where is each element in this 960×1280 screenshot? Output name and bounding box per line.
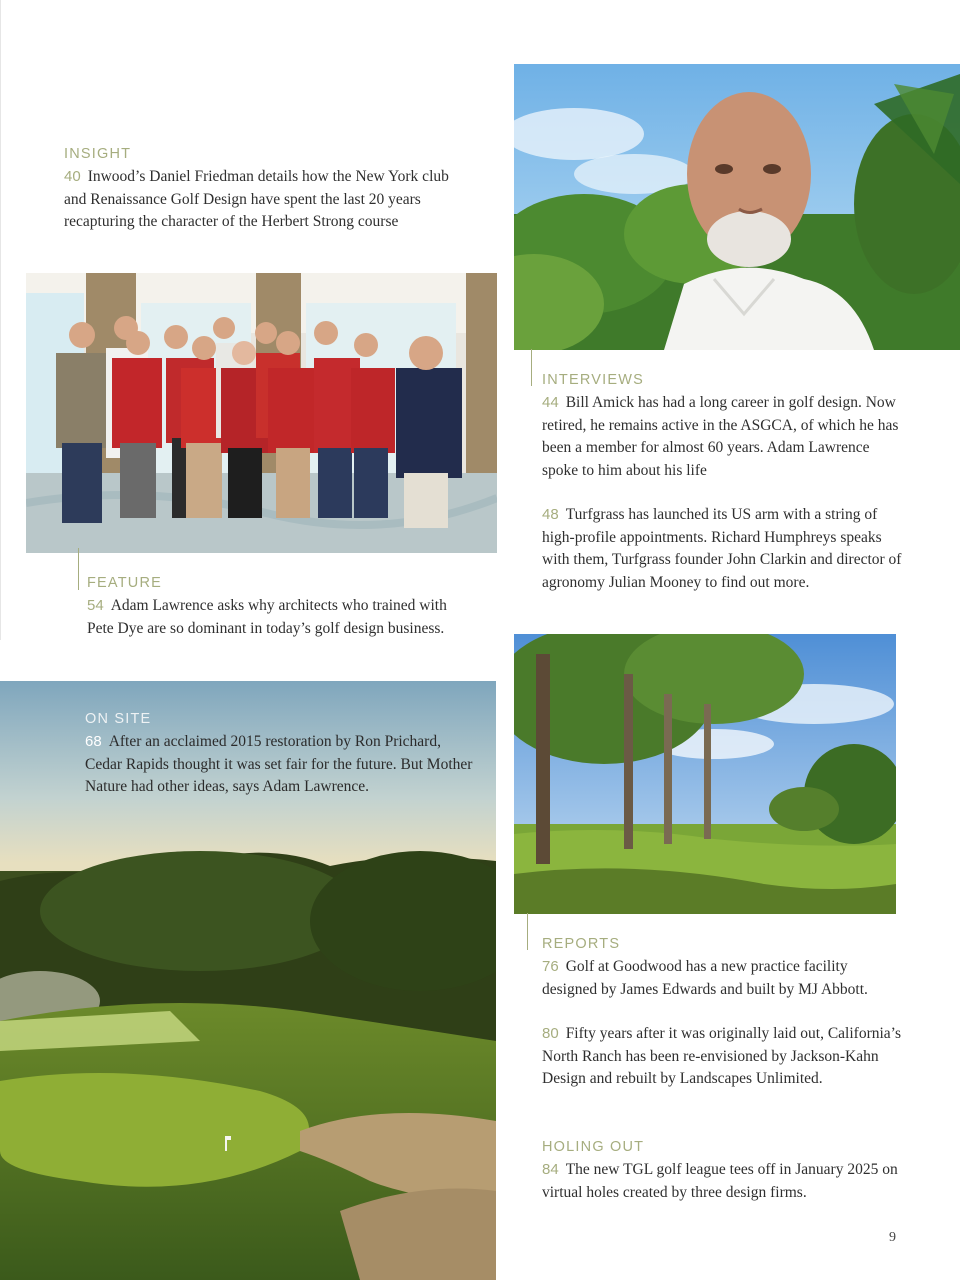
page-ref: 68: [85, 733, 102, 750]
page-number: 9: [889, 1230, 896, 1245]
section-insight: [64, 145, 474, 234]
reports-rule: [527, 913, 528, 950]
section-interviews: [542, 371, 902, 594]
feature-rule: [78, 548, 79, 590]
page-ref: 76: [542, 958, 559, 975]
section-on-site: [85, 710, 475, 799]
entry-text: Inwood’s Daniel Friedman details how the New York club and Renaissance Golf Design have spent the last 20 years recapturing the character of the Herbert Strong course: [64, 168, 449, 230]
section-holing-out: [542, 1138, 902, 1204]
section-reports: [542, 935, 902, 1091]
contents-entry[interactable]: [542, 956, 902, 1001]
group-photo: [26, 273, 497, 553]
page-ref: 84: [542, 1161, 559, 1178]
page-ref: 40: [64, 168, 81, 185]
entry-text: Fifty years after it was originally laid out, California’s North Ranch has been re-envisioned by Jackson-Kahn Design and rebuilt by Landscapes Unlimited.: [542, 1025, 902, 1087]
entry-text: After an acclaimed 2015 restoration by Ron Prichard, Cedar Rapids thought it was set fair for the future. But Mother Nature had other ideas, says Adam Lawrence.: [85, 733, 473, 795]
page-fold-line: [0, 0, 1, 640]
entry-text: Adam Lawrence asks why architects who trained with Pete Dye are so dominant in today’s golf design business.: [87, 597, 447, 637]
contents-entry[interactable]: [542, 1159, 902, 1204]
contents-entry[interactable]: [542, 504, 902, 594]
section-feature: [87, 574, 477, 640]
contents-entry[interactable]: [85, 731, 475, 799]
entry-text: Turfgrass has launched its US arm with a string of high-profile appointments. Richard Humphreys speaks with them, Turfgrass founder John Clarkin and director of agronomy Julian Mooney to find out more.: [542, 506, 902, 591]
entry-text: Golf at Goodwood has a new practice facility designed by James Edwards and built by MJ Abbott.: [542, 958, 868, 998]
contents-entry[interactable]: [64, 166, 474, 234]
page-ref: 54: [87, 597, 104, 614]
contents-entry[interactable]: [542, 1023, 902, 1091]
entry-text: Bill Amick has had a long career in golf design. Now retired, he remains active in the ASGCA, of which he has been a member for almost 60 years. Adam Lawrence spoke to him about his life: [542, 394, 899, 479]
section-label: HOLING OUT: [542, 1139, 645, 1155]
page-ref: 44: [542, 394, 559, 411]
interviews-rule: [531, 349, 532, 386]
contents-entry[interactable]: [542, 392, 902, 482]
entry-text: The new TGL golf league tees off in January 2025 on virtual holes created by three design firms.: [542, 1161, 898, 1201]
section-label: INTERVIEWS: [542, 372, 644, 388]
section-label: FEATURE: [87, 575, 162, 591]
contents-entry[interactable]: [87, 595, 477, 640]
page-ref: 80: [542, 1025, 559, 1042]
page-ref: 48: [542, 506, 559, 523]
section-label: INSIGHT: [64, 146, 132, 162]
portrait-photo: [514, 64, 960, 350]
section-label: REPORTS: [542, 936, 621, 952]
goodwood-photo: [514, 634, 896, 914]
section-label: ON SITE: [85, 711, 152, 727]
